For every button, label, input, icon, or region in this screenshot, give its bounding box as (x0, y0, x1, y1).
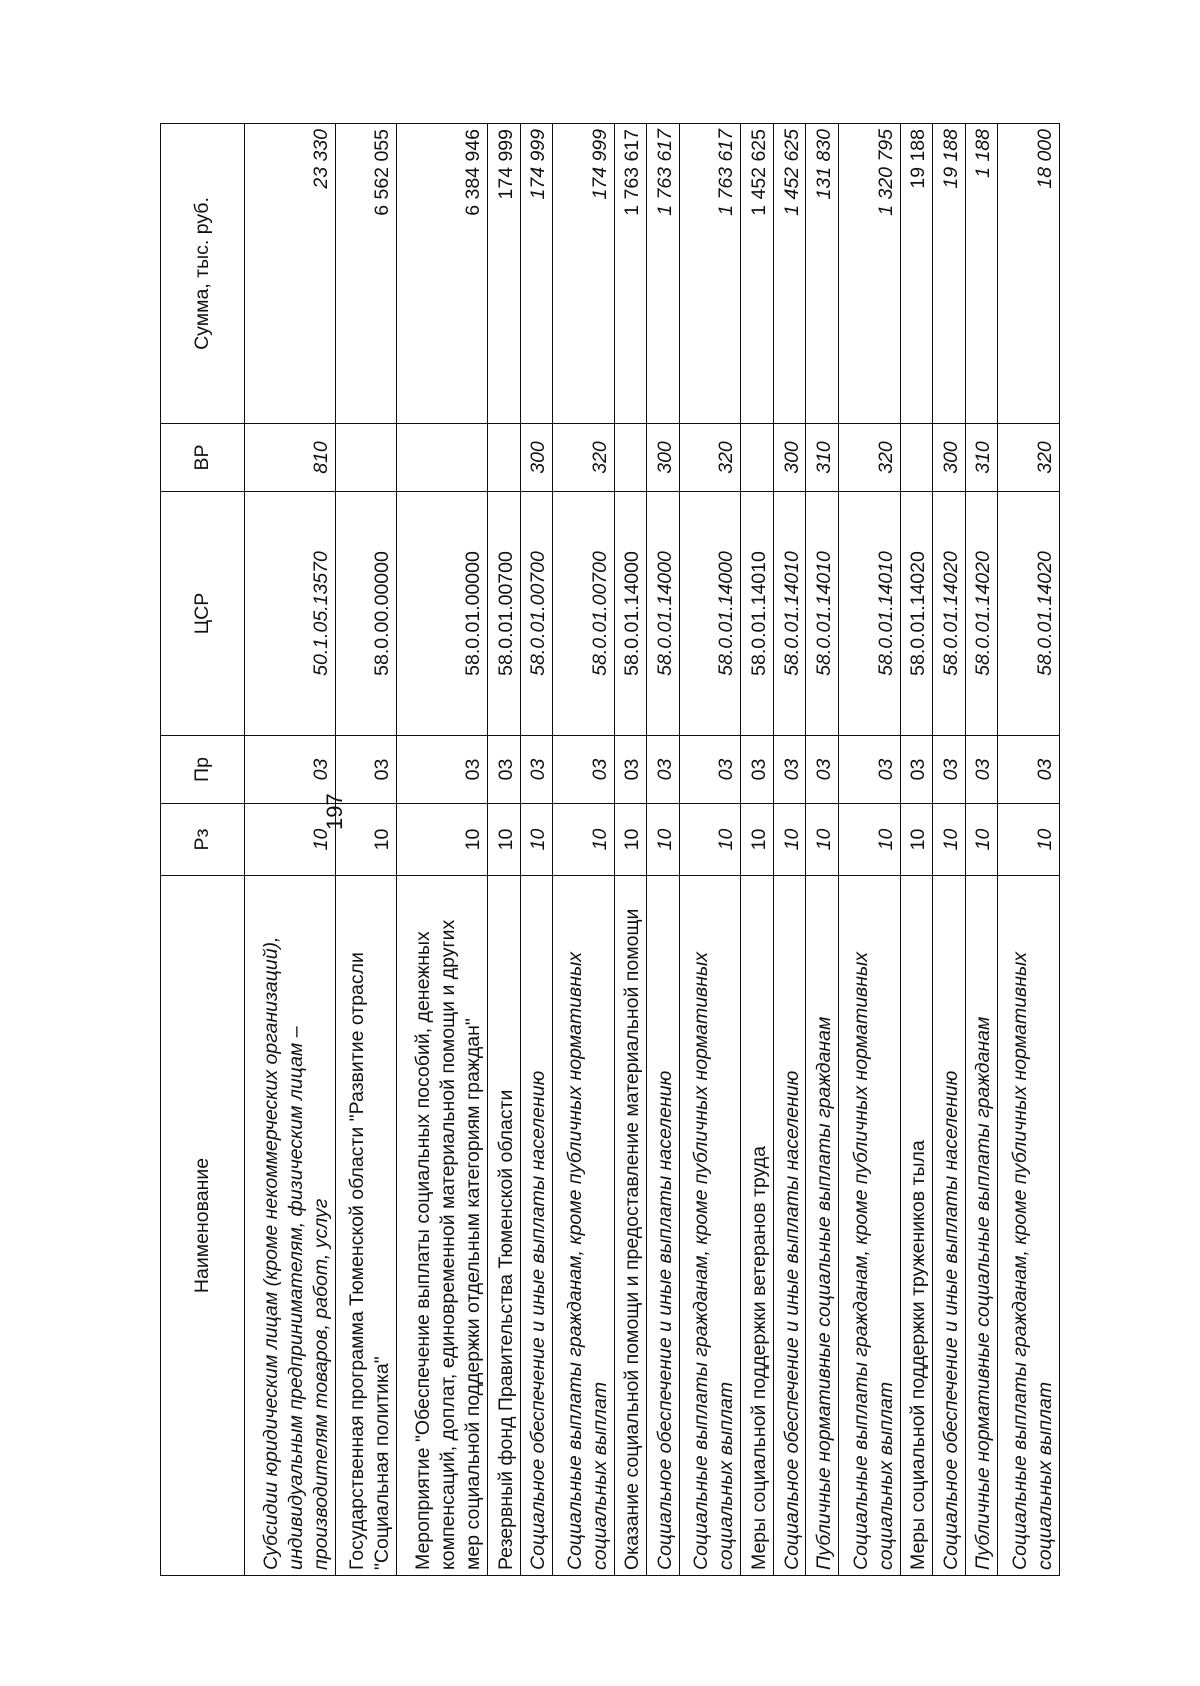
cell-pr: 03 (553, 736, 615, 804)
header-sum: Сумма, тыс. руб. (161, 124, 245, 424)
cell-name: Оказание социальной помощи и предоставление материальной помощи (614, 876, 647, 1576)
cell-sum: 1 763 617 (679, 124, 741, 424)
cell-sum: 1 452 625 (773, 124, 806, 424)
cell-vr: 310 (965, 424, 998, 492)
cell-vr: 310 (806, 424, 839, 492)
cell-rz: 10 (647, 804, 680, 876)
cell-rz: 10 (397, 804, 488, 876)
cell-sum: 18 000 (998, 124, 1060, 424)
cell-vr: 320 (553, 424, 615, 492)
cell-vr (614, 424, 647, 492)
cell-csr: 58.0.00.00000 (335, 492, 397, 736)
cell-csr: 58.0.01.14010 (741, 492, 774, 736)
cell-name: Меры социальной поддержки тружеников тыла (900, 876, 933, 1576)
cell-rz: 10 (553, 804, 615, 876)
cell-name: Субсидии юридическим лицам (кроме некоммерческих организаций), индивидуальным предпринимателям, физическим лицам – производителям товаров, работ, услуг (245, 876, 336, 1576)
table-row (679, 124, 741, 1576)
cell-vr: 300 (933, 424, 966, 492)
cell-rz: 10 (679, 804, 741, 876)
cell-sum: 1 452 625 (741, 124, 774, 424)
cell-csr: 58.0.01.14010 (806, 492, 839, 736)
cell-pr: 03 (520, 736, 553, 804)
table-row (741, 124, 774, 1576)
table-header-row (161, 124, 245, 1576)
cell-pr: 03 (773, 736, 806, 804)
cell-rz: 10 (245, 804, 336, 876)
cell-name: Публичные нормативные социальные выплаты гражданам (806, 876, 839, 1576)
cell-rz: 10 (614, 804, 647, 876)
cell-csr: 58.0.01.14010 (839, 492, 901, 736)
cell-pr: 03 (679, 736, 741, 804)
cell-sum: 23 330 (245, 124, 336, 424)
cell-name: Социальное обеспечение и иные выплаты населению (647, 876, 680, 1576)
cell-vr (741, 424, 774, 492)
table-row (900, 124, 933, 1576)
cell-rz: 10 (900, 804, 933, 876)
cell-name: Резервный фонд Правительства Тюменской области (487, 876, 520, 1576)
cell-csr: 58.0.01.14020 (998, 492, 1060, 736)
cell-pr: 03 (487, 736, 520, 804)
cell-pr: 03 (839, 736, 901, 804)
cell-csr: 58.0.01.14020 (900, 492, 933, 736)
cell-sum: 6 562 055 (335, 124, 397, 424)
table-row (397, 124, 488, 1576)
table-row (933, 124, 966, 1576)
cell-name: Меры социальной поддержки ветеранов труда (741, 876, 774, 1576)
cell-rz: 10 (965, 804, 998, 876)
cell-sum: 174 999 (553, 124, 615, 424)
cell-csr: 58.0.01.14000 (679, 492, 741, 736)
cell-vr: 320 (679, 424, 741, 492)
cell-csr: 58.0.01.14000 (614, 492, 647, 736)
cell-name: Социальное обеспечение и иные выплаты населению (773, 876, 806, 1576)
header-pr: Пр (161, 736, 245, 804)
cell-sum: 174 999 (520, 124, 553, 424)
cell-name: Социальные выплаты гражданам, кроме публичных нормативных социальных выплат (679, 876, 741, 1576)
cell-csr: 58.0.01.00000 (397, 492, 488, 736)
cell-sum: 19 188 (900, 124, 933, 424)
cell-vr: 810 (245, 424, 336, 492)
cell-name: Социальные выплаты гражданам, кроме публичных нормативных социальных выплат (998, 876, 1060, 1576)
table-row (553, 124, 615, 1576)
table-row (245, 124, 336, 1576)
cell-csr: 50.1.05.13570 (245, 492, 336, 736)
cell-name: Социальные выплаты гражданам, кроме публичных нормативных социальных выплат (839, 876, 901, 1576)
table-body (245, 124, 1060, 1576)
cell-vr: 300 (520, 424, 553, 492)
cell-rz: 10 (335, 804, 397, 876)
table-row (520, 124, 553, 1576)
cell-sum: 19 188 (933, 124, 966, 424)
table-row (806, 124, 839, 1576)
cell-csr: 58.0.01.14010 (773, 492, 806, 736)
cell-name: Социальное обеспечение и иные выплаты населению (933, 876, 966, 1576)
cell-name: Социальное обеспечение и иные выплаты населению (520, 876, 553, 1576)
cell-sum: 174 999 (487, 124, 520, 424)
cell-sum: 1 320 795 (839, 124, 901, 424)
cell-vr: 320 (839, 424, 901, 492)
cell-rz: 10 (487, 804, 520, 876)
cell-name: Социальные выплаты гражданам, кроме публичных нормативных социальных выплат (553, 876, 615, 1576)
cell-rz: 10 (741, 804, 774, 876)
cell-csr: 58.0.01.14020 (965, 492, 998, 736)
cell-sum: 1 188 (965, 124, 998, 424)
table-row (773, 124, 806, 1576)
header-rz: Рз (161, 804, 245, 876)
cell-name: Государственная программа Тюменской области "Развитие отрасли "Социальная политика" (335, 876, 397, 1576)
table-row (335, 124, 397, 1576)
cell-csr: 58.0.01.14000 (647, 492, 680, 736)
header-csr: ЦСР (161, 492, 245, 736)
cell-rz: 10 (773, 804, 806, 876)
table-row (614, 124, 647, 1576)
cell-pr: 03 (900, 736, 933, 804)
cell-pr: 03 (806, 736, 839, 804)
cell-vr (335, 424, 397, 492)
cell-name: Публичные нормативные социальные выплаты гражданам (965, 876, 998, 1576)
page-number: 197 (322, 793, 347, 830)
cell-csr: 58.0.01.14020 (933, 492, 966, 736)
cell-name: Мероприятие "Обеспечение выплаты социальных пособий, денежных компенсаций, доплат, единовременной материальной помощи и других мер социальной поддержки отдельным категориям граждан" (397, 876, 488, 1576)
cell-pr: 03 (614, 736, 647, 804)
cell-pr: 03 (741, 736, 774, 804)
cell-pr: 03 (335, 736, 397, 804)
cell-rz: 10 (933, 804, 966, 876)
cell-pr: 03 (965, 736, 998, 804)
cell-pr: 03 (933, 736, 966, 804)
cell-sum: 1 763 617 (614, 124, 647, 424)
cell-pr: 03 (647, 736, 680, 804)
cell-csr: 58.0.01.00700 (487, 492, 520, 736)
cell-rz: 10 (520, 804, 553, 876)
cell-rz: 10 (839, 804, 901, 876)
table-row (487, 124, 520, 1576)
cell-rz: 10 (806, 804, 839, 876)
header-vr: ВР (161, 424, 245, 492)
cell-pr: 03 (397, 736, 488, 804)
cell-vr (900, 424, 933, 492)
cell-sum: 6 384 946 (397, 124, 488, 424)
header-name: Наименование (161, 876, 245, 1576)
rotated-page-content (160, 124, 1060, 1576)
cell-sum: 131 830 (806, 124, 839, 424)
budget-table (160, 123, 1060, 1576)
cell-vr: 320 (998, 424, 1060, 492)
cell-vr: 300 (647, 424, 680, 492)
cell-csr: 58.0.01.00700 (520, 492, 553, 736)
cell-pr: 03 (998, 736, 1060, 804)
cell-rz: 10 (998, 804, 1060, 876)
cell-vr: 300 (773, 424, 806, 492)
table-row (839, 124, 901, 1576)
cell-pr: 03 (245, 736, 336, 804)
table-row (998, 124, 1060, 1576)
table-row (965, 124, 998, 1576)
cell-vr (487, 424, 520, 492)
cell-sum: 1 763 617 (647, 124, 680, 424)
cell-csr: 58.0.01.00700 (553, 492, 615, 736)
table-row (647, 124, 680, 1576)
cell-vr (397, 424, 488, 492)
